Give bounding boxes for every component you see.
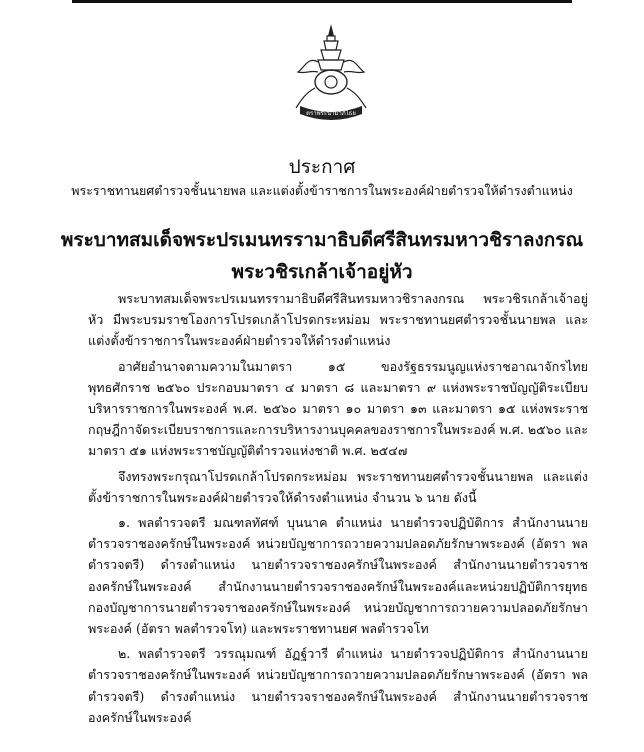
top-rule xyxy=(72,0,572,3)
king-name-line-2: พระวชิรเกล้าเจ้าอยู่หัว xyxy=(231,261,413,283)
paragraph-appointee-1: ๑. พลตำรวจตรี มณฑลทัศฑ์ บุนนาค ตำแหน่ง นายตำรวจปฏิบัติการ สำนักงานนายตำรวจราชองครักษ์ในพระองค์ หน่วยบัญชาการถวายความปลอดภัยรักษาพระองค์ (อัตรา พลตำรวจตรี) ดำรงตำแหน่ง นายตำรวจราชองครักษ์ในพระองค์ สำนักงานนายตำรวจราชองครักษ์ในพระองค์ สำนักงานนายตำรวจราชองครักษ์ในพระองค์และหน่วยปฏิบัติการยุทธ กองบัญชาการนายตำรวจราชองครักษ์ในพระองค์ หน่วยบัญชาการถวายความปลอดภัยรักษาพระองค์ (อัตรา พลตำรวจโท) และพระราชทานยศ พลตำรวจโท xyxy=(88,515,588,637)
paragraph-appointment: จึงทรงพระกรุณาโปรดเกล้าโปรดกระหม่อม พระราชทานยศตำรวจชั้นนายพล และแต่งตั้งข้าราชการในพระองค์ฝ่ายตำรวจให้ดำรงตำแหน่ง จำนวน ๖ นาย ดังนี้ xyxy=(88,468,588,505)
paragraph-legal-basis: อาศัยอำนาจตามความในมาตรา ๑๕ ของรัฐธรรมนูญแห่งราชอาณาจักรไทย พุทธศักราช ๒๕๖๐ ประกอบมาตรา ๔ มาตรา ๘ และมาตรา ๙ แห่งพระราชบัญญัติระเบียบบริหารราชการในพระองค์ พ.ศ. ๒๕๖๐ มาตรา ๑๐ มาตรา ๑๓ และมาตรา ๑๕ แห่งพระราชกฤษฎีกาจัดระเบียบราชการและการบริหารงานบุคคลของราชการในพระองค์ พ.ศ. ๒๕๖๐ และมาตรา ๕๑ แห่งพระราชบัญญัติตำรวจแห่งชาติ พ.ศ. ๒๕๔๗ xyxy=(88,358,588,459)
announcement-body xyxy=(88,288,588,732)
king-name-line-1: พระบาทสมเด็จพระปรเมนทรรามาธิบดีศรีสินทรมหาวชิราลงกรณ xyxy=(60,229,584,251)
announcement-subtitle: พระราชทานยศตำรวจชั้นนายพล และแต่งตั้งข้าราชการในพระองค์ฝ่ายตำรวจให้ดำรงตำแหน่ง xyxy=(71,183,573,198)
royal-emblem-icon xyxy=(290,22,372,122)
announcement-title: ประกาศ xyxy=(288,156,356,178)
emblem-ribbon-text: ตราพระนามาภิไธย xyxy=(306,110,356,117)
paragraph-intro: พระบาทสมเด็จพระปรเมนทรรามาธิบดีศรีสินทรมหาวชิราลงกรณ พระวชิรเกล้าเจ้าอยู่หัว มีพระบรมราชโองการโปรดเกล้าโปรดกระหม่อม พระราชทานยศตำรวจชั้นนายพล และแต่งตั้งข้าราชการในพระองค์ฝ่ายตำรวจให้ดำรงตำแหน่ง xyxy=(88,291,588,349)
paragraph-appointee-2: ๒. พลตำรวจตรี วรรณุมณฑ์ อัฏฐ์วารี ตำแหน่ง นายตำรวจปฏิบัติการ สำนักงานนายตำรวจราชองครักษ์ในพระองค์ หน่วยบัญชาการถวายความปลอดภัยรักษาพระองค์ (อัตรา พลตำรวจตรี) ดำรงตำแหน่ง นายตำรวจราชองครักษ์ในพระองค์ สำนักงานนายตำรวจราชองครักษ์ในพระองค์ xyxy=(88,646,588,725)
